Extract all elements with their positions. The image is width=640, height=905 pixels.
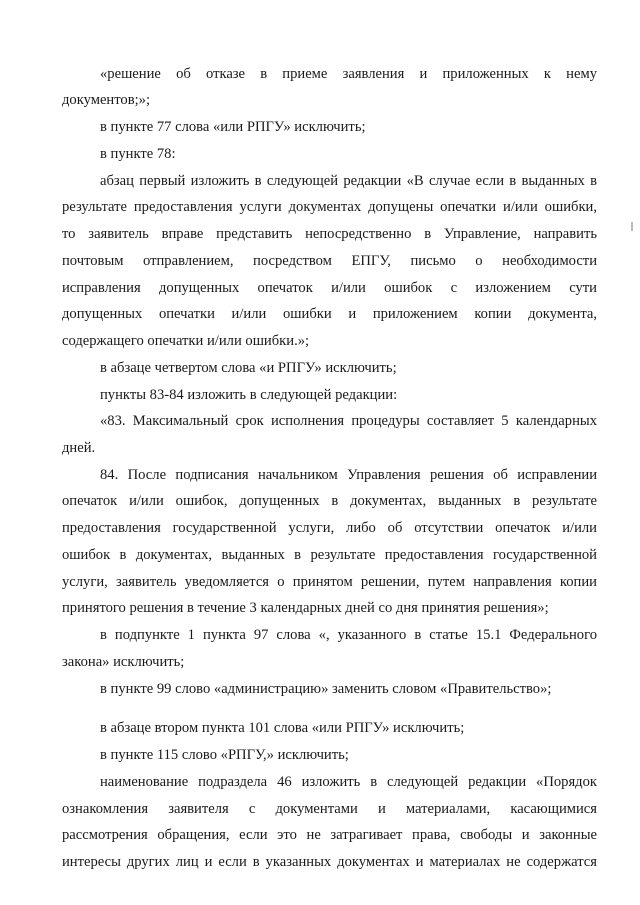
text-line: исправления допущенных опечаток и/или ошибок с изложением сути [62, 280, 597, 296]
text-line: в пункте 78: [100, 146, 176, 162]
text-line: в пункте 115 слово «РПГУ,» исключить; [100, 747, 349, 763]
text-line: «решение об отказе в приеме заявления и приложенных к нему [100, 66, 597, 82]
text-line: «83. Максимальный срок исполнения процедуры составляет 5 календарных [100, 413, 597, 429]
text-line: дней. [62, 440, 96, 456]
text-line: пункты 83-84 изложить в следующей редакции: [100, 387, 398, 403]
text-line: опечаток и/или ошибок, допущенных в документах, выданных в результате [62, 493, 597, 509]
text-line: содержащего опечатки и/или ошибки.»; [62, 333, 310, 349]
text-line: предоставления государственной услуги, либо об отсутствии опечаток и/или [62, 520, 597, 536]
text-line: допущенных опечатки и/или ошибки и приложением копии документа, [62, 306, 597, 322]
text-line: наименование подраздела 46 изложить в следующей редакции «Порядок [100, 774, 597, 790]
text-line: ошибок в документах, выданных в результате предоставления государственной [62, 547, 597, 563]
scan-mark [631, 222, 633, 231]
text-line: в пункте 99 слово «администрацию» заменить словом «Правительство»; [100, 681, 552, 697]
text-line: почтовым отправлением, посредством ЕПГУ, письмо о необходимости [62, 253, 597, 269]
text-line: закона» исключить; [62, 654, 185, 670]
text-line: то заявитель вправе представить непосредственно в Управление, направить [62, 226, 597, 242]
text-line: абзац первый изложить в следующей редакции «В случае если в выданных в [100, 173, 597, 189]
text-line: в абзаце втором пункта 101 слова «или РПГУ» исключить; [100, 720, 465, 736]
text-line: в абзаце четвертом слова «и РПГУ» исключить; [100, 360, 397, 376]
text-line: в пункте 77 слова «или РПГУ» исключить; [100, 119, 366, 135]
text-line: результате предоставления услуги документах допущены опечатки и/или ошибки, [62, 199, 597, 215]
text-line: услуги, заявитель уведомляется о принятом решении, путем направления копии [62, 574, 597, 590]
text-line: ознакомления заявителя с документами и материалами, касающимися [62, 801, 597, 817]
text-line: в подпункте 1 пункта 97 слова «, указанного в статье 15.1 Федерального [100, 627, 597, 643]
text-line: документов;»; [62, 92, 151, 108]
text-line: 84. После подписания начальником Управления решения об исправлении [100, 467, 597, 483]
text-line: принятого решения в течение 3 календарных дней со дня принятия решения»; [62, 600, 549, 616]
text-line: рассмотрения обращения, если это не затрагивает права, свободы и законные [62, 827, 597, 843]
text-line: интересы других лиц и если в указанных документах и материалах не содержатся [62, 854, 597, 870]
